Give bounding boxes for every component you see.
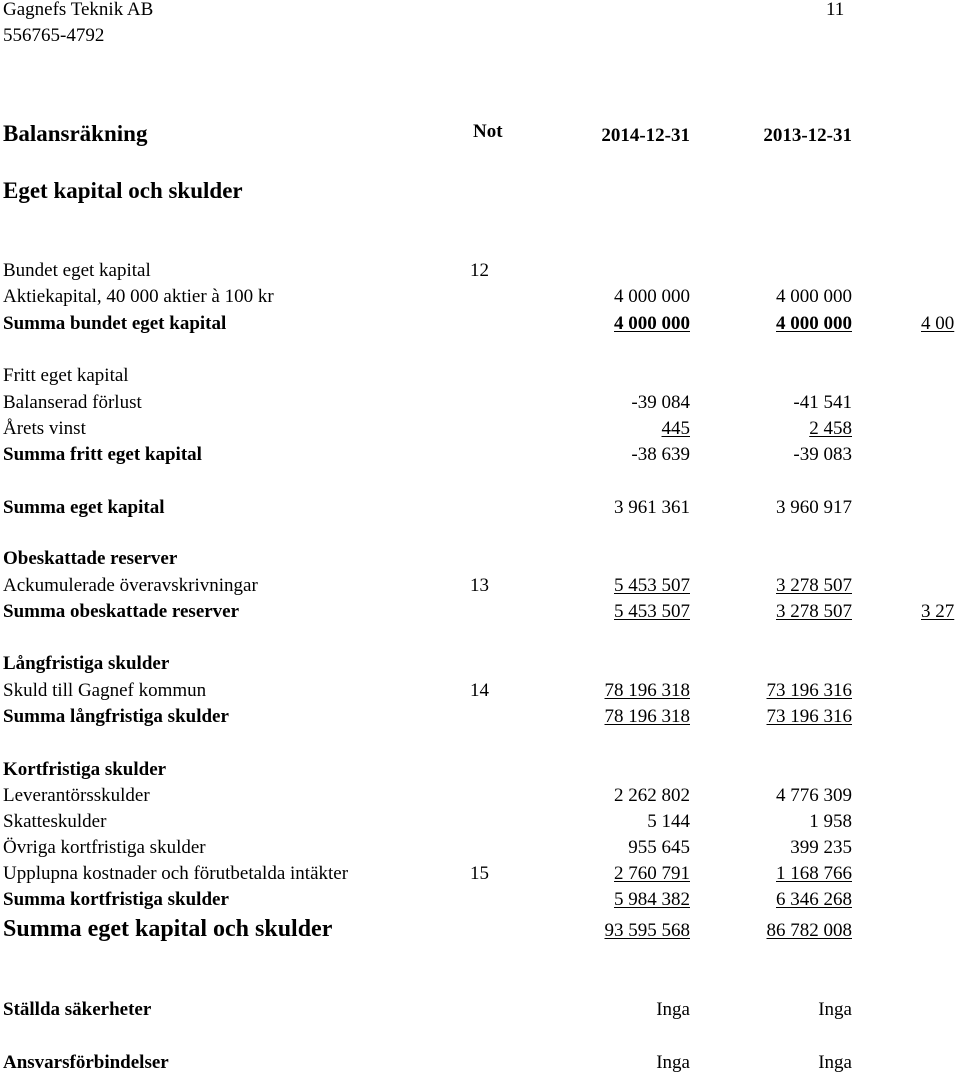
row-value-2013: 1 958 — [809, 811, 852, 832]
row-label: Summa eget kapital — [3, 497, 165, 518]
row-value-2014: 5 984 382 — [614, 889, 690, 910]
row-label: Summa kortfristiga skulder — [3, 889, 229, 910]
row-note: 15 — [470, 863, 489, 884]
page-number: 11 — [826, 0, 845, 20]
row-value-2014: 78 196 318 — [604, 680, 690, 701]
row-value-2013: Inga — [818, 999, 852, 1020]
row-label: Skatteskulder — [3, 811, 107, 832]
total-value-2013: 86 782 008 — [766, 920, 852, 941]
row-label: Upplupna kostnader och förutbetalda intäkter — [3, 863, 349, 884]
row-value-2013: 73 196 316 — [766, 680, 852, 701]
row-value-2014: 3 961 361 — [614, 497, 690, 518]
row-value-2013: 3 960 917 — [776, 497, 852, 518]
row-note: 13 — [470, 575, 489, 596]
row-value-2013: 2 458 — [809, 418, 852, 439]
row-label: Leverantörsskulder — [3, 785, 150, 806]
row-value-2013: 4 000 000 — [776, 286, 852, 307]
row-note: 14 — [470, 680, 489, 701]
date-column-2013: 2013-12-31 — [763, 125, 852, 146]
total-label: Summa eget kapital och skulder — [3, 916, 333, 942]
row-label: Ansvarsförbindelser — [3, 1052, 169, 1073]
row-value-2014: -39 084 — [631, 392, 690, 413]
row-value-2013: -41 541 — [793, 392, 852, 413]
total-value-2014: 93 595 568 — [604, 920, 690, 941]
page-title: Balansräkning — [3, 121, 148, 146]
row-label: Långfristiga skulder — [3, 653, 170, 674]
row-value-2014: 5 144 — [647, 811, 690, 832]
org-number: 556765-4792 — [3, 25, 105, 46]
row-value-2013: 6 346 268 — [776, 889, 852, 910]
row-label: Skuld till Gagnef kommun — [3, 680, 207, 701]
row-label: Summa långfristiga skulder — [3, 706, 229, 727]
row-value-2013: 3 278 507 — [776, 601, 852, 622]
row-label: Summa obeskattade reserver — [3, 601, 240, 622]
row-label: Obeskattade reserver — [3, 548, 178, 569]
row-value-2014: 78 196 318 — [604, 706, 690, 727]
row-value-2013: 1 168 766 — [776, 863, 852, 884]
row-label: Aktiekapital, 40 000 aktier à 100 kr — [3, 286, 274, 307]
row-value-2014: 2 760 791 — [614, 863, 690, 884]
row-label: Ackumulerade överavskrivningar — [3, 575, 258, 596]
row-value-2013: 4 000 000 — [776, 313, 852, 334]
note-column-header: Not — [473, 121, 503, 142]
row-value-2014: Inga — [656, 999, 690, 1020]
row-value-2014: 5 453 507 — [614, 601, 690, 622]
row-label: Ställda säkerheter — [3, 999, 152, 1020]
row-label: Bundet eget kapital — [3, 260, 151, 281]
company-name: Gagnefs Teknik AB — [3, 0, 154, 20]
row-label: Fritt eget kapital — [3, 365, 129, 386]
row-value-extra: 3 27 — [921, 601, 955, 622]
row-value-2013: 3 278 507 — [776, 575, 852, 596]
row-label: Årets vinst — [3, 418, 86, 439]
row-label: Balanserad förlust — [3, 392, 142, 413]
row-label: Övriga kortfristiga skulder — [3, 837, 206, 858]
row-note: 12 — [470, 260, 489, 281]
row-value-2014: 4 000 000 — [614, 286, 690, 307]
row-value-2014: 2 262 802 — [614, 785, 690, 806]
row-value-2014: 5 453 507 — [614, 575, 690, 596]
row-value-2014: -38 639 — [631, 444, 690, 465]
row-value-2014: Inga — [656, 1052, 690, 1073]
row-value-2014: 445 — [661, 418, 690, 439]
row-value-2014: 955 645 — [628, 837, 690, 858]
row-label: Kortfristiga skulder — [3, 759, 167, 780]
section-title: Eget kapital och skulder — [3, 178, 243, 203]
row-value-2014: 4 000 000 — [614, 313, 690, 334]
date-column-2014: 2014-12-31 — [601, 125, 690, 146]
row-value-2013: -39 083 — [793, 444, 852, 465]
row-value-2013: 73 196 316 — [766, 706, 852, 727]
row-label: Summa fritt eget kapital — [3, 444, 202, 465]
row-value-extra: 4 00 — [921, 313, 955, 334]
row-value-2013: 4 776 309 — [776, 785, 852, 806]
row-value-2013: Inga — [818, 1052, 852, 1073]
row-value-2013: 399 235 — [790, 837, 852, 858]
row-label: Summa bundet eget kapital — [3, 313, 227, 334]
